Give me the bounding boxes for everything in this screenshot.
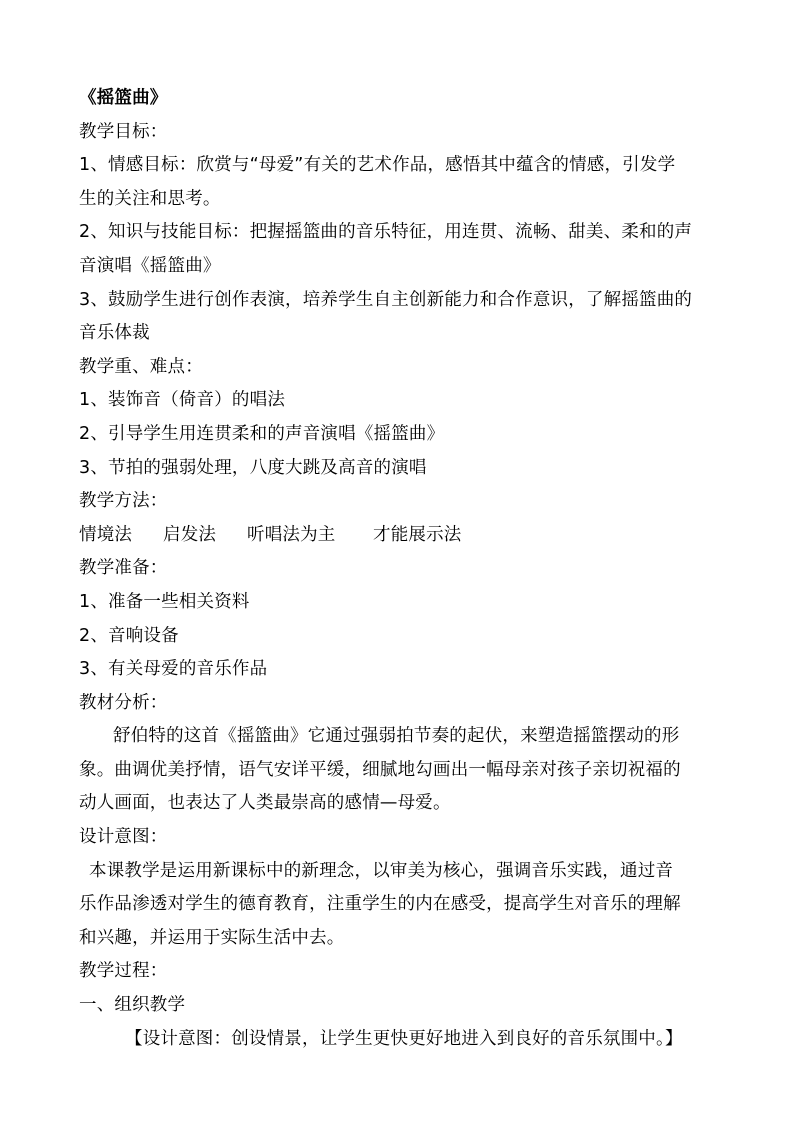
key-point-line: 3、节拍的强弱处理，八度大跳及高音的演唱 [79, 457, 427, 478]
key-point-line: 2、引导学生用连贯柔和的声音演唱《摇篮曲》 [79, 423, 445, 444]
lesson-title: 《摇篮曲》 [79, 88, 168, 108]
design-heading: 设计意图： [79, 827, 168, 848]
goal-line: 3、鼓励学生进行创作表演，培养学生自主创新能力和合作意识，了解摇篮曲的 [79, 289, 693, 310]
analysis-line: 舒伯特的这首《摇篮曲》它通过强弱拍节奏的起伏，来塑造摇篮摆动的形 [113, 726, 680, 747]
key-point-line: 1、装饰音（倚音）的唱法 [79, 390, 286, 411]
design-line: 和兴趣，并运用于实际生活中去。 [79, 927, 345, 948]
goal-line: 1、情感目标：欣赏与“母爱”有关的艺术作品，感悟其中蕴含的情感，引发学 [79, 155, 676, 176]
process-heading: 教学过程： [79, 961, 168, 982]
method-item: 才能展示法 [373, 524, 462, 545]
goal-line: 音乐体裁 [79, 323, 150, 344]
analysis-line: 动人画面，也表达了人类最崇高的感情—母爱。 [79, 793, 451, 814]
prep-heading: 教学准备： [79, 558, 168, 579]
method-item: 情境法 [79, 524, 133, 545]
method-item: 启发法 [163, 524, 217, 545]
prep-line: 3、有关母爱的音乐作品 [79, 659, 268, 680]
goal-line: 2、知识与技能目标：把握摇篮曲的音乐特征，用连贯、流畅、甜美、柔和的声 [79, 222, 693, 243]
prep-line: 2、音响设备 [79, 625, 179, 646]
prep-line: 1、准备一些相关资料 [79, 591, 250, 612]
analysis-line: 象。曲调优美抒情，语气安详平缓，细腻地勾画出一幅母亲对孩子亲切祝福的 [79, 759, 681, 780]
goal-line: 生的关注和思考。 [79, 188, 221, 209]
design-line: 本课教学是运用新课标中的新理念，以审美为核心，强调音乐实践，通过音 [89, 860, 674, 881]
key-points-heading: 教学重、难点： [79, 356, 203, 377]
goals-heading: 教学目标： [79, 121, 168, 142]
goal-line: 音演唱《摇篮曲》 [79, 255, 221, 276]
design-line: 乐作品渗透对学生的德育教育，注重学生的内在感受，提高学生对音乐的理解 [79, 894, 681, 915]
analysis-heading: 教材分析： [79, 692, 168, 713]
process-step-1-design: 【设计意图：创设情景，让学生更快更好地进入到良好的音乐氛围中。】 [125, 1028, 683, 1049]
methods-list [79, 519, 719, 553]
methods-heading: 教学方法： [79, 491, 168, 512]
process-step-1: 一、组织教学 [79, 995, 186, 1016]
method-item: 听唱法为主 [247, 524, 336, 545]
document-page [79, 82, 719, 1056]
